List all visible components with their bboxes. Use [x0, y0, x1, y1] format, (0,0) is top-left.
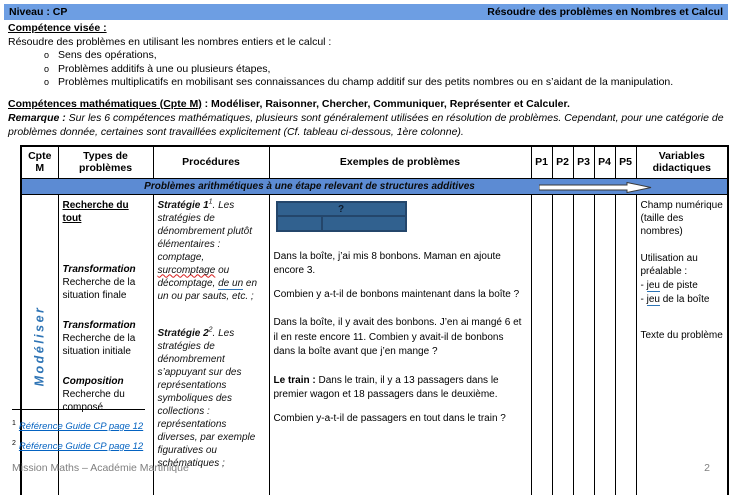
col-header-types: Types de problèmes	[58, 146, 153, 178]
math-competencies-line	[8, 98, 724, 112]
footnote-ref-1: 1	[208, 198, 213, 206]
dash: -	[640, 279, 647, 291]
footnote-number: 1	[12, 420, 16, 427]
intro-section	[8, 22, 724, 139]
spacer	[641, 307, 724, 329]
footer-text: Mission Maths – Académie Martinique	[12, 462, 189, 474]
problem-3	[274, 374, 527, 403]
variable-usage-item	[641, 293, 724, 306]
type-block	[63, 375, 149, 414]
footnote-2-link[interactable]: Référence Guide CP page 12	[18, 441, 144, 453]
type-block	[63, 319, 149, 358]
problem-3-question: Combien y-a-t-il de passagers en tout dans le train ?	[273, 412, 506, 424]
period-cell-p2	[552, 194, 573, 495]
category-banner	[21, 178, 728, 194]
problem-1-question: Combien y a-t-il de bonbons maintenant dans la boîte ?	[273, 288, 520, 300]
competence-heading: Compétence visée :	[8, 22, 107, 34]
table-header-row	[21, 146, 728, 178]
spellcheck-flagged-word: surcomptage	[157, 264, 216, 276]
type-desc: Recherche du composé	[62, 388, 125, 413]
dash: -	[640, 293, 647, 305]
type-desc: Recherche de la situation initiale	[62, 332, 136, 357]
strategy-1-label: Stratégie 1	[157, 199, 209, 211]
col-header-p2: P2	[552, 146, 573, 178]
usage-item-text: de piste	[659, 279, 698, 291]
variables-cell	[636, 194, 728, 495]
type-block	[63, 263, 149, 302]
period-cell-p3	[573, 194, 594, 495]
problem-3-statement: Dans le train, il y a 13 passagers dans le premier wagon et 18 passagers dans le deuxième.	[273, 374, 499, 400]
bar-model-diagram	[276, 201, 407, 232]
variable-usage-title: Utilisation au préalable :	[640, 252, 698, 277]
type-label: Composition	[62, 375, 124, 387]
period-cell-p1	[531, 194, 552, 495]
col-header-procedures: Procédures	[153, 146, 269, 178]
footnote-2	[12, 440, 143, 452]
grammar-flagged-word: jeu	[646, 293, 660, 305]
type-label: Transformation	[62, 319, 136, 331]
col-header-p1: P1	[531, 146, 552, 178]
strategy-1-text: . Les stratégies de dénombrement plutôt élémentaires : comptage,	[157, 199, 253, 263]
strategy-2-text: . Les stratégies de dénombrement s’appuyant sur des représentations symboliques des collections : représentations diverses, par exemple figuratives ou schématiques ;	[157, 327, 256, 469]
remark-label: Remarque :	[8, 112, 66, 124]
document-header-bar	[4, 4, 728, 20]
remark-paragraph	[8, 112, 724, 139]
grammar-flagged-word: de un	[218, 277, 244, 289]
page-number: 2	[704, 462, 710, 474]
col-header-cpte-m: Cpte M	[21, 146, 58, 178]
page-footer	[12, 462, 710, 474]
bullet-item: o Sens des opérations,	[8, 49, 724, 63]
variable-problem-text: Texte du problème	[640, 329, 723, 341]
col-header-variables: Variables didactiques	[636, 146, 728, 178]
footnote-1-link[interactable]: Référence Guide CP page 12	[18, 421, 144, 433]
strategy-1-text: ou décomptage,	[157, 264, 230, 289]
period-cell-p5	[615, 194, 636, 495]
type-title: Recherche du tout	[62, 199, 129, 224]
col-header-p4: P4	[594, 146, 615, 178]
strategy-2-label: Stratégie 2	[157, 327, 209, 339]
math-competencies-list: Modéliser, Raisonner, Chercher, Communiquer, Représenter et Calculer.	[211, 97, 570, 110]
bullet-item: o Problèmes additifs à une ou plusieurs étapes,	[8, 63, 724, 77]
bar-model-part-right	[323, 217, 404, 230]
competency-label: Modéliser	[32, 305, 47, 387]
colon: :	[201, 97, 212, 110]
type-label: Transformation	[62, 263, 136, 275]
category-banner-label: Problèmes arithmétiques à une étape relevant de structures additives	[144, 180, 475, 192]
variable-numeric-field: Champ numérique (taille des nombres)	[640, 199, 723, 237]
bullet-item: o Problèmes multiplicatifs en mobilisant ses connaissances du champ additif sur des petits nombres ou en s’aidant de la manipulation.	[8, 76, 724, 90]
variable-usage-item	[641, 279, 724, 292]
footnote-ref-2: 2	[208, 326, 213, 334]
level-label: Niveau : CP	[9, 6, 68, 18]
remark-text: Sur les 6 compétences mathématiques, plusieurs sont généralement utilisées en résolution de problèmes. Cependant, pour une catégorie de problèmes donnée, certaines sont travaillées explicitement (Cf. tableau ci-dessous, 1ère colonne).	[8, 112, 724, 138]
footnote-number: 2	[12, 440, 16, 447]
document-title: Résoudre des problèmes en Nombres et Calcul	[487, 6, 723, 18]
procedures-cell	[153, 194, 269, 495]
footnote-separator	[12, 409, 145, 410]
strategy-1-paragraph	[158, 199, 265, 303]
category-banner-row	[21, 178, 728, 194]
usage-item-text: de la boîte	[659, 293, 710, 305]
bar-model-unknown: ?	[278, 203, 405, 217]
strategy-1-text: en un ou par sauts, etc. ;	[157, 277, 258, 302]
bar-model-parts	[278, 217, 405, 230]
col-header-p5: P5	[615, 146, 636, 178]
grammar-flagged-word: jeu	[646, 279, 660, 291]
col-header-examples: Exemples de problèmes	[269, 146, 531, 178]
problem-1-statement: Dans la boîte, j’ai mis 8 bonbons. Maman en ajoute encore 3.	[273, 250, 501, 276]
period-cell-p4	[594, 194, 615, 495]
problem-2: Dans la boîte, il y avait des bonbons. J’en ai mangé 6 et il en reste encore 11. Combien y avait-il de bonbons dans la boîte avant que j’en mange ?	[273, 317, 522, 357]
problem-3-title: Le train :	[273, 374, 316, 386]
examples-cell	[269, 194, 531, 495]
competence-intro: Résoudre des problèmes en utilisant les nombres entiers et le calcul :	[8, 35, 332, 48]
bar-model-part-left	[278, 217, 324, 230]
footnote-1	[12, 420, 143, 432]
strategy-2-paragraph	[158, 327, 265, 470]
competence-bullet-list	[8, 49, 724, 90]
type-desc: Recherche de la situation finale	[62, 276, 136, 301]
math-competencies-heading: Compétences mathématiques (Cpte M)	[8, 97, 202, 110]
col-header-p3: P3	[573, 146, 594, 178]
right-arrow-icon	[539, 182, 652, 193]
